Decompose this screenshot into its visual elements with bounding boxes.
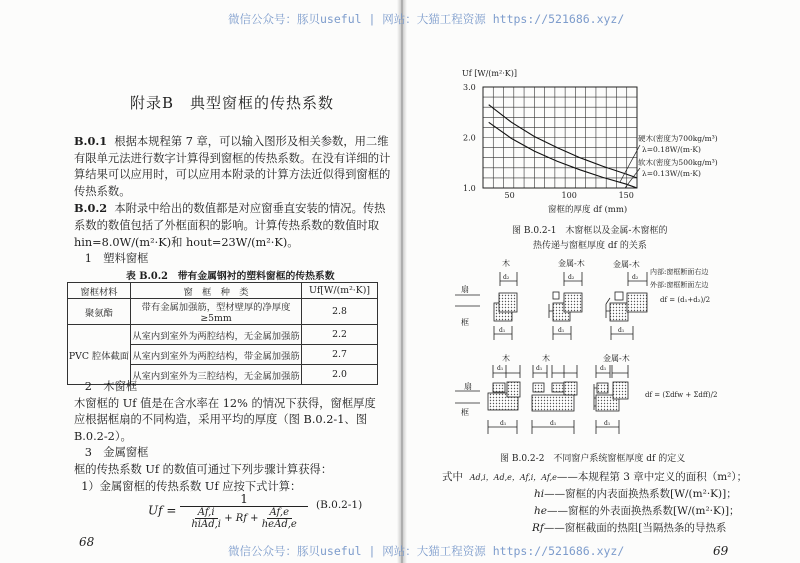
fig1-caption-2: 热传递与窗框厚度 df 的关系: [533, 241, 647, 251]
frame-label: 框: [461, 408, 469, 417]
note-hi: [534, 486, 737, 501]
y-tick-label: 2.0: [463, 133, 476, 143]
note-inner: 内部:窗框断面右边: [650, 268, 709, 276]
figure-b021-diagram: [455, 258, 710, 340]
dimension-label: d₁: [618, 327, 625, 334]
watermark-top: 微信公众号：豚贝useful | 网站：大猫工程资源 https://521686.xyz/: [228, 12, 625, 26]
note-text: ——窗框的内表面换热系数[W/(m²·K)]；: [544, 488, 737, 500]
df-formula: df = (Σdfw + Σdff)/2: [645, 391, 718, 399]
table-header: 窗框材料: [68, 283, 131, 299]
page-number-left: 68: [79, 535, 95, 549]
cell: 2.2: [302, 325, 378, 345]
dimension-label: d₁: [604, 420, 611, 427]
table-caption: 表 B.0.2 带有金属钢衬的塑料窗框的传热系数: [126, 271, 335, 282]
x-tick-label: 100: [561, 191, 577, 200]
text-line: 框的传热系数 Uf 的数值可通过下列步骤计算获得：: [74, 462, 333, 476]
frame-label: 框: [461, 318, 469, 327]
frac-d: heAd,e: [261, 519, 297, 530]
numerator: 1: [180, 492, 308, 507]
x-tick-label: 150: [618, 191, 634, 200]
table-header: Uf[W/(m²·K)]: [302, 283, 378, 299]
frac-n: Af,i: [195, 507, 218, 519]
text-line: 本附录中给出的数值都是对应窗垂直安装的情况。传热: [114, 202, 386, 216]
cell: 2.8: [302, 299, 378, 325]
df-formula: df = (d₁+d₂)/2: [660, 296, 711, 304]
appendix-title: 附录B 典型窗框的传热系数: [130, 94, 335, 112]
note-rf: [532, 520, 726, 535]
cell: 带有金属加强筋，型材壁厚的净厚度≥5mm: [131, 299, 302, 325]
diagram-label: 金属-木: [603, 354, 630, 363]
symbol-notes: [442, 469, 747, 487]
legend-softwood: 软木(密度为500kg/m³): [638, 158, 718, 167]
notes-prefix: 式中: [442, 471, 463, 483]
cell: 从室内到室外为三腔结构，无金属加强筋: [131, 365, 302, 385]
note-symbol: Ad,i，Ad,e，Af,i，Af,e: [469, 473, 557, 482]
uf-thickness-chart: [463, 83, 637, 200]
diagram-label: 木: [502, 354, 510, 363]
diagram-label: 木: [502, 259, 510, 268]
diagram-label: 木: [542, 354, 550, 363]
sash-label: 扇: [464, 382, 472, 391]
dimension-label: d₁: [550, 420, 557, 427]
equation-number: (B.0.2-1): [316, 499, 363, 511]
text-line: 算结果可以应用时，可以应用本附录的计算方法近似得到窗框的: [74, 168, 391, 182]
dimension-label: d₁: [497, 365, 504, 372]
cell: 聚氨酯: [68, 299, 131, 325]
figure-b022-diagram: [455, 353, 717, 464]
cell: PVC 腔体截面: [68, 325, 131, 385]
chart-xlabel: 窗框的厚度 df (mm): [548, 205, 628, 215]
frac-mid: + Rf +: [224, 513, 259, 524]
text-line: hin=8.0W/(m²·K)和 hout=23W/(m²·K)。: [74, 235, 299, 249]
cell: 从室内到室外为两腔结构，带金属加强筋: [131, 345, 302, 365]
cell: 2.7: [302, 345, 378, 365]
legend-softwood-lambda: λ=0.13W/(m·K): [642, 169, 701, 178]
dimension-label: d₁: [558, 327, 565, 334]
x-tick-label: 50: [504, 191, 515, 200]
diagram-label: 金属-木: [613, 260, 640, 269]
note-text: ——窗框截面的热阻[当隔热条的导热系: [543, 522, 727, 534]
section-heading: 1 塑料窗框: [84, 252, 149, 266]
table-header: 窗 框 种 类: [131, 283, 302, 299]
text-line: 根据本规程第 7 章，可以输入图形及相关参数，用二维: [114, 135, 389, 148]
fig2-caption: 图 B.0.2-2 不同窗户系统窗框厚度 df 的定义: [500, 454, 686, 464]
text-line: 应根据框扇的不同构造，采用平均的厚度（图 B.0.2-1、图: [74, 413, 367, 427]
cell: 从室内到室外为两腔结构，无金属加强筋: [131, 325, 302, 345]
sash-label: 扇: [461, 285, 469, 294]
dimension-label: d₁: [536, 365, 543, 372]
note-outer: 外部:窗框断面左边: [650, 281, 709, 289]
fig1-caption-1: 图 B.0.2-1 木窗框以及金属-木窗框的: [512, 226, 668, 236]
legend-hardwood-lambda: λ=0.18W/(m·K): [642, 145, 701, 154]
note-text: ——本规程第 3 章中定义的面积（m²）；: [556, 471, 748, 483]
diagram-label: 金属-木: [558, 259, 585, 268]
cell: 2.0: [302, 365, 378, 385]
note-he: [534, 503, 740, 518]
watermark-bottom: 微信公众号：豚贝useful | 网站：大猫工程资源 https://521686.xyz/: [228, 544, 625, 558]
dimension-label: d₂: [632, 274, 639, 281]
page-number-right: 69: [713, 544, 729, 558]
clause-label: B.0.1: [74, 134, 108, 148]
dimension-label: d₂: [568, 274, 575, 281]
frac-d: hiAd,i: [191, 519, 221, 530]
frac-n: Af,e: [267, 507, 293, 519]
text-line: 木窗框的 Uf 值是在含水率在 12% 的情况下获得，窗框厚度: [74, 396, 376, 410]
dimension-label: d₂: [503, 274, 510, 281]
note-symbol: hi: [534, 488, 545, 500]
note-text: ——窗框的外表面换热系数[W/(m²·K)]；: [546, 505, 740, 517]
dimension-label: d₁: [600, 365, 607, 372]
formula-lhs: Uf =: [148, 503, 177, 518]
dimension-label: d₁: [499, 327, 506, 334]
text-line: 有限单元法进行数字计算得到窗框的传热系数。在没有详细的计: [74, 151, 391, 165]
section-heading: 2 木窗框: [84, 380, 138, 393]
clause-label: B.0.2: [74, 201, 108, 216]
text-line: 系数的数值包括了外框面积的影响。计算传热系数的数值时取: [74, 218, 380, 232]
text-line: 1）金属窗框的传热系数 Uf 应按下式计算：: [81, 479, 302, 493]
series-line-0: [489, 105, 637, 178]
text-line: 传热系数。: [74, 184, 131, 198]
chart-ylabel: Uf [W/(m²·K)]: [462, 69, 517, 78]
y-tick-label: 3.0: [463, 83, 476, 92]
y-tick-label: 1.0: [463, 184, 476, 193]
dimension-label: d₁: [500, 420, 507, 427]
note-symbol: he: [534, 505, 547, 517]
legend-hardwood: 硬木(密度为700kg/m³): [638, 134, 718, 143]
section-heading: 3 金属窗框: [84, 446, 149, 460]
text-line: B.0.2-2）。: [74, 429, 132, 443]
note-symbol: Rf: [532, 522, 544, 534]
